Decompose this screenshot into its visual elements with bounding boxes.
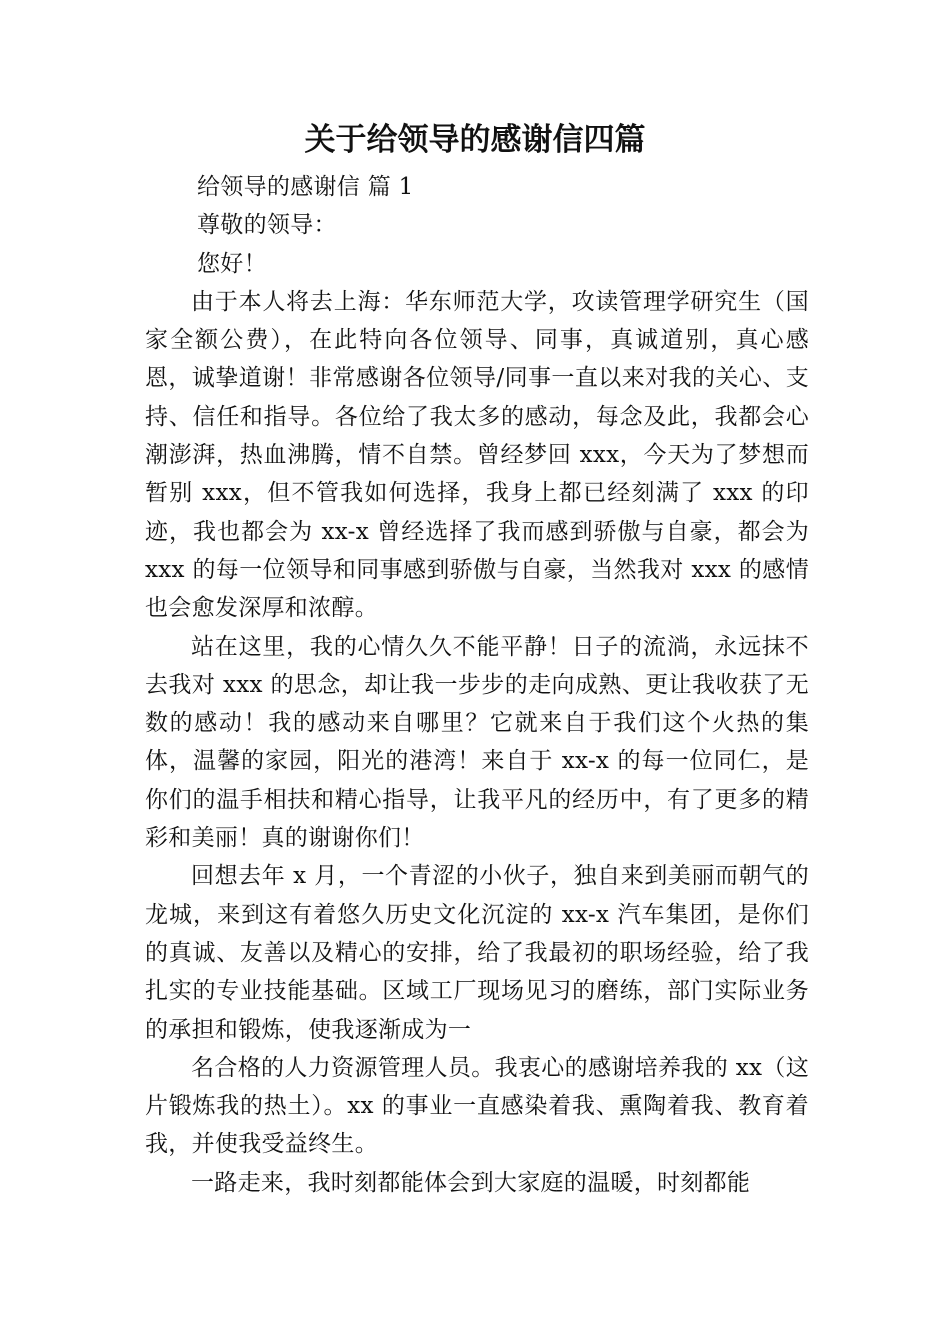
document-body xyxy=(145,168,809,1202)
section-heading: 给领导的感谢信 篇 1 xyxy=(197,174,414,200)
paragraph-3: 回想去年 x 月，一个青涩的小伙子，独自来到美丽而朝气的龙城，来到这有着悠久历史文化沉淀的 xx-x 汽车集团，是你们的真诚、友善以及精心的安排，给了我最初的职场经验，给了我扎实的专业技能基础。区域工厂现场见习的磨练，部门实际业务的承担和锻炼，使我逐渐成为一 xyxy=(145,863,809,1043)
greeting: 您好！ xyxy=(197,250,267,277)
document-title: 关于给领导的感谢信四篇 xyxy=(304,122,646,158)
paragraph-4: 名合格的人力资源管理人员。我衷心的感谢培养我的 xx（这片锻炼我的热土）。xx 的事业一直感染着我、熏陶着我、教育着我，并使我受益终生。 xyxy=(145,1054,809,1158)
salutation: 尊敬的领导： xyxy=(197,212,337,239)
paragraph-5: 一路走来，我时刻都能体会到大家庭的温暖，时刻都能 xyxy=(191,1169,751,1196)
paragraph-1: 由于本人将去上海：华东师范大学，攻读管理学研究生（国家全额公费），在此特向各位领导、同事，真诚道别，真心感恩，诚挚道谢！非常感谢各位领导/同事一直以来对我的关心、支持、信任和指导。各位给了我太多的感动，每念及此，我都会心潮澎湃，热血沸腾，情不自禁。曾经梦回 xxx，今天为了梦想而暂别 xxx，但不管我如何选择，我身上都已经刻满了 xxx 的印迹，我也都会为 xx-x 曾经选择了我而感到骄傲与自豪，都会为 xxx 的每一位领导和同事感到骄傲与自豪，当然我对 xxx 的感情也会愈发深厚和浓醇。 xyxy=(145,288,809,622)
paragraph-2: 站在这里，我的心情久久不能平静！日子的流淌，永远抹不去我对 xxx 的思念，却让我一步步的走向成熟、更让我收获了无数的感动！我的感动来自哪里？它就来自于我们这个火热的集体，温馨的家园，阳光的港湾！来自于 xx-x 的每一位同仁，是你们的温手相扶和精心指导，让我平凡的经历中，有了更多的精彩和美丽！真的谢谢你们！ xyxy=(145,633,809,852)
